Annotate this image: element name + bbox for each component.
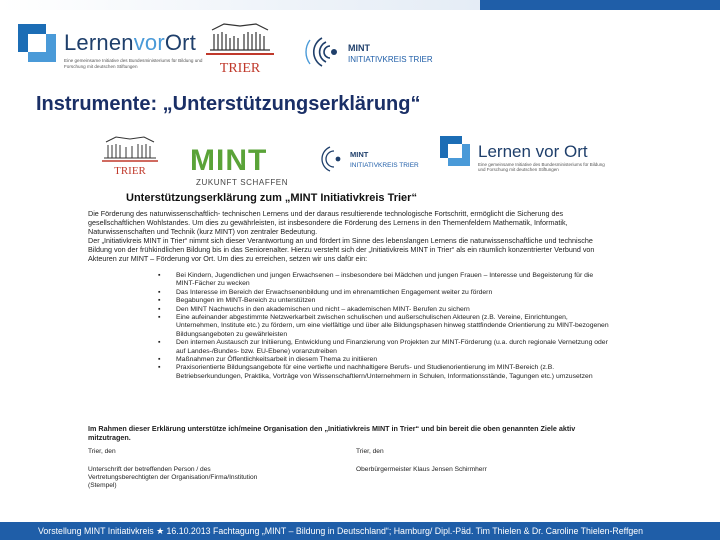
support-statement: Im Rahmen dieser Erklärung unterstütze ich/meine Organisation den „Initiativkreis MINT in Trier“ und bin bereit die oben genannten Ziele aktiv mitzutragen. [88,424,576,442]
lernen-vor-ort-tagline: Eine gemeinsame Initiative des Bundesministeriums für Bildung und Forschung mit deutschen Stiftungen [64,58,203,69]
doc-mint-subtitle: ZUKUNFT SCHAFFEN [196,178,289,187]
lernen-vor-ort-logo [18,22,203,74]
declaration-document [88,130,612,520]
doc-mint-wordmark: MINT [190,144,268,177]
goal-item: ▪ Das Interesse im Bereich der Erwachsenenbildung und im ehrenamtlichen Engagement weiter zu fördern [158,289,612,297]
signature-right-caption: Oberbürgermeister Klaus Jensen Schirmherr [356,466,487,473]
doc-mint-waves-icon [314,142,434,176]
intro-paragraph: Die Förderung des naturwissenschaftlich- technischen Lernens und der daraus resultierende technologische Fortschritt, ermöglicht die Sicherung des gesellschaftlichen Wohlstandes. Um dies zu gewährleisten, ist insbesondere die Förderung des Lernens in den Themenfeldern Mathematik, Informatik, Naturwissenschaften und Technik (kurz MINT) von zentraler Bedeutung. [88,209,568,236]
doc-trier-logo [98,134,162,178]
goal-item: ▪ Den MINT Nachwuchs in den akademischen und nicht – akademischen MINT- Berufen zu sichern [158,306,612,314]
trier-label: TRIER [219,61,261,76]
doc-lernen-vor-ort-tagline: Eine gemeinsame Initiative des Bundesministeriums für Bildung und Forschung mit deutschen Stiftungen [478,162,605,173]
signature-left-caption: Unterschrift der betreffenden Person / des Vertretungsberechtigten der Organisation/Firma/Institution (Stempel) [88,466,258,489]
signature-left-place: Trier, den [88,448,116,455]
declaration-heading: Unterstützungserklärung zum „MINT Initiativkreis Trier“ [126,192,417,204]
doc-mint2-subtitle: INITIATIVKREIS TRIER [350,162,419,169]
doc-mint-logo [190,144,289,187]
mint-logo-subtitle: INITIATIVKREIS TRIER [348,55,433,64]
mint-logo-title: MINT [348,43,370,53]
signature-right-place: Trier, den [356,448,384,455]
top-accent-bar-dark [480,0,720,10]
doc-trier-skyline-icon [98,134,162,178]
footer-bar [0,522,720,540]
doc-lernen-vor-ort-wordmark: Lernen vor Ort [478,142,588,161]
lernen-vor-ort-mark-icon [18,24,56,62]
doc-lernen-vor-ort-logo [440,134,610,178]
mint-waves-icon [300,32,450,72]
doc-lernen-vor-ort-mark-icon [440,136,470,166]
footer-text: Vorstellung MINT Initiativkreis ★ 16.10.2013 Fachtagung „MINT – Bildung in Deutschland“; Hamburg/ Dipl.-Päd. Tim Thielen & Dr. Caroline Thielen-Reffgen [38,526,644,536]
goal-item: ▪ Praxisorientierte Bildungsangebote für eine vertiefte und nachhaltigere Berufs- und Studienorientierung im MINT-Bereich (z.B. Betriebserkundungen, Praktika, Vorträge von Wissenschaftlern/Unternehmern in Schulen, Informationsstände, Tagungen etc.) umzusetzen [158,364,612,381]
slide-title: Instrumente: „Unterstützungserklärung“ [36,93,421,115]
commitment-paragraph: Der „Initiativkreis MINT in Trier“ nimmt sich dieser Verantwortung an und fördert im Sinne des lebenslangen Lernens die naturwissenschaftliche und technische Bildung von der frühkindlichen Bildung bis in das Seniorenalter. Hierzu versteht sich der „Initiativkreis MINT in Trier“ als ein räumlich konzentrierter Verbund von Akteuren zur MINT – Förderung vor Ort. Um dies zu erreichen, setzen wir uns dafür ein: [88,236,595,263]
goal-item: ▪ Bei Kindern, Jugendlichen und jungen Erwachsenen – insbesondere bei Mädchen und jungen Frauen – Interesse und Begeisterung für die MINT-Fächer zu wecken [158,272,612,289]
goals-list [158,272,612,381]
trier-logo [200,20,280,78]
goal-item: ▪ Begabungen im MINT-Bereich zu unterstützen [158,297,612,305]
goal-item: ▪ Eine aufeinander abgestimmte Netzwerkarbeit zwischen schulischen und außerschulischen Akteuren (z.B. Vereine, Einrichtungen, Unternehmen, Institute etc.) zu fördern, um eine vielfältige und über alle Bildungsphasen hinweg stattfindende Orientierung zu MINT-bezogenen Bildungsangeboten zu gewährleisten [158,314,612,339]
trier-skyline-icon [200,20,280,78]
goal-item: ▪ Maßnahmen zur Öffentlichkeitsarbeit in diesem Thema zu initiieren [158,356,612,364]
doc-trier-label: TRIER [114,165,146,177]
goal-item: ▪ Den internen Austausch zur Initiierung, Entwicklung und Finanzierung von Projekten zur MINT-Förderung (u.a. durch regionale Vernetzung oder auf Landes-/Bundes- bzw. EU-Ebene) voranzutreiben [158,339,612,356]
doc-mint-initiativkreis-logo [314,142,434,176]
mint-initiativkreis-logo [300,32,450,72]
doc-mint2-title: MINT [350,150,369,159]
lernen-vor-ort-wordmark: LernenvorOrt [64,30,197,55]
